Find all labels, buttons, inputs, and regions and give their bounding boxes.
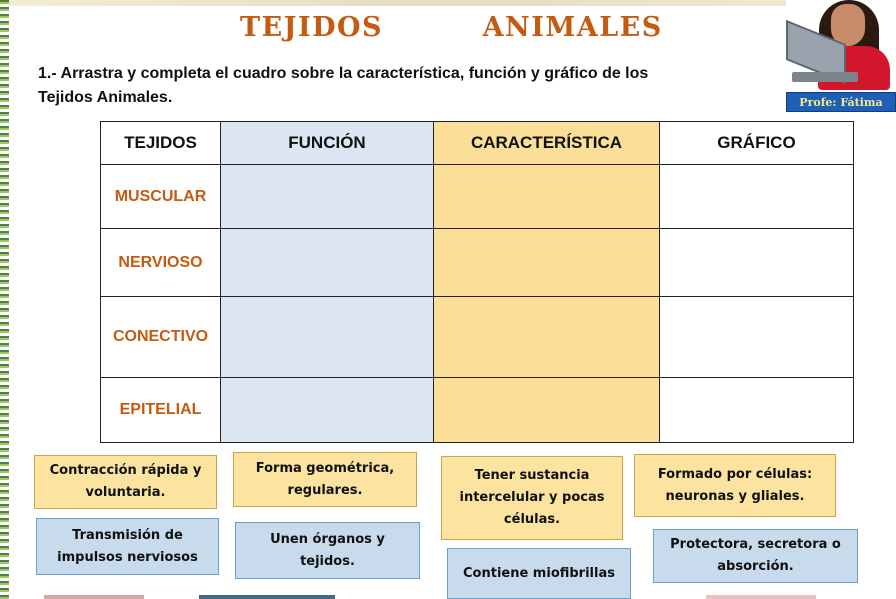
drop-cell-caracteristica-muscular[interactable] bbox=[434, 165, 660, 229]
instruction-text bbox=[38, 62, 768, 110]
drag-card-forma-geometrica[interactable]: Forma geométrica, regulares. bbox=[233, 452, 417, 507]
drop-cell-funcion-nervioso[interactable] bbox=[221, 229, 434, 297]
row-label-muscular: MUSCULAR bbox=[101, 165, 221, 229]
drag-card-unen-organos[interactable]: Unen órganos y tejidos. bbox=[235, 522, 420, 579]
teacher-avatar bbox=[786, 0, 896, 112]
drag-card-protectora[interactable]: Protectora, secretora o absorción. bbox=[653, 529, 858, 583]
partial-image-peek[interactable] bbox=[706, 595, 816, 599]
header-caracteristica: CARACTERÍSTICA bbox=[434, 122, 660, 165]
drag-card-neuronas-gliales[interactable]: Formado por células: neuronas y gliales. bbox=[634, 454, 836, 517]
header-funcion: FUNCIÓN bbox=[221, 122, 434, 165]
row-label-conectivo: CONECTIVO bbox=[101, 297, 221, 378]
header-grafico: GRÁFICO bbox=[660, 122, 854, 165]
table-row bbox=[101, 297, 854, 378]
instruction-line-1: 1.- Arrastra y completa el cuadro sobre la característica, función y gráfico de los bbox=[38, 65, 649, 82]
drag-card-sustancia-intercelular[interactable]: Tener sustancia intercelular y pocas células. bbox=[441, 456, 623, 540]
table-row bbox=[101, 229, 854, 297]
header-tejidos: TEJIDOS bbox=[101, 122, 221, 165]
partial-image-peek[interactable] bbox=[199, 595, 335, 599]
page-title: TEJIDOS ANIMALES bbox=[240, 12, 663, 43]
table-header-row bbox=[101, 122, 854, 165]
drag-card-miofibrillas[interactable]: Contiene miofibrillas bbox=[447, 548, 631, 599]
laptop-base bbox=[792, 72, 858, 82]
drop-cell-grafico-nervioso[interactable] bbox=[660, 229, 854, 297]
drop-cell-caracteristica-nervioso[interactable] bbox=[434, 229, 660, 297]
partial-image-peek[interactable] bbox=[44, 595, 144, 599]
teacher-label: Profe: Fátima bbox=[786, 92, 896, 112]
top-decorative-strip bbox=[0, 0, 896, 6]
drop-cell-caracteristica-conectivo[interactable] bbox=[434, 297, 660, 378]
drop-cell-funcion-muscular[interactable] bbox=[221, 165, 434, 229]
table-row bbox=[101, 165, 854, 229]
row-label-nervioso: NERVIOSO bbox=[101, 229, 221, 297]
drop-cell-grafico-conectivo[interactable] bbox=[660, 297, 854, 378]
drop-cell-funcion-epitelial[interactable] bbox=[221, 378, 434, 443]
left-decorative-border bbox=[0, 0, 9, 599]
instruction-line-2: Tejidos Animales. bbox=[38, 89, 173, 106]
drag-card-contraccion[interactable]: Contracción rápida y voluntaria. bbox=[34, 455, 217, 509]
drop-cell-grafico-epitelial[interactable] bbox=[660, 378, 854, 443]
row-label-epitelial: EPITELIAL bbox=[101, 378, 221, 443]
drop-cell-caracteristica-epitelial[interactable] bbox=[434, 378, 660, 443]
drag-card-transmision[interactable]: Transmisión de impulsos nerviosos bbox=[36, 518, 219, 575]
drop-cell-grafico-muscular[interactable] bbox=[660, 165, 854, 229]
drop-cell-funcion-conectivo[interactable] bbox=[221, 297, 434, 378]
tissue-table bbox=[100, 121, 854, 443]
table-row bbox=[101, 378, 854, 443]
